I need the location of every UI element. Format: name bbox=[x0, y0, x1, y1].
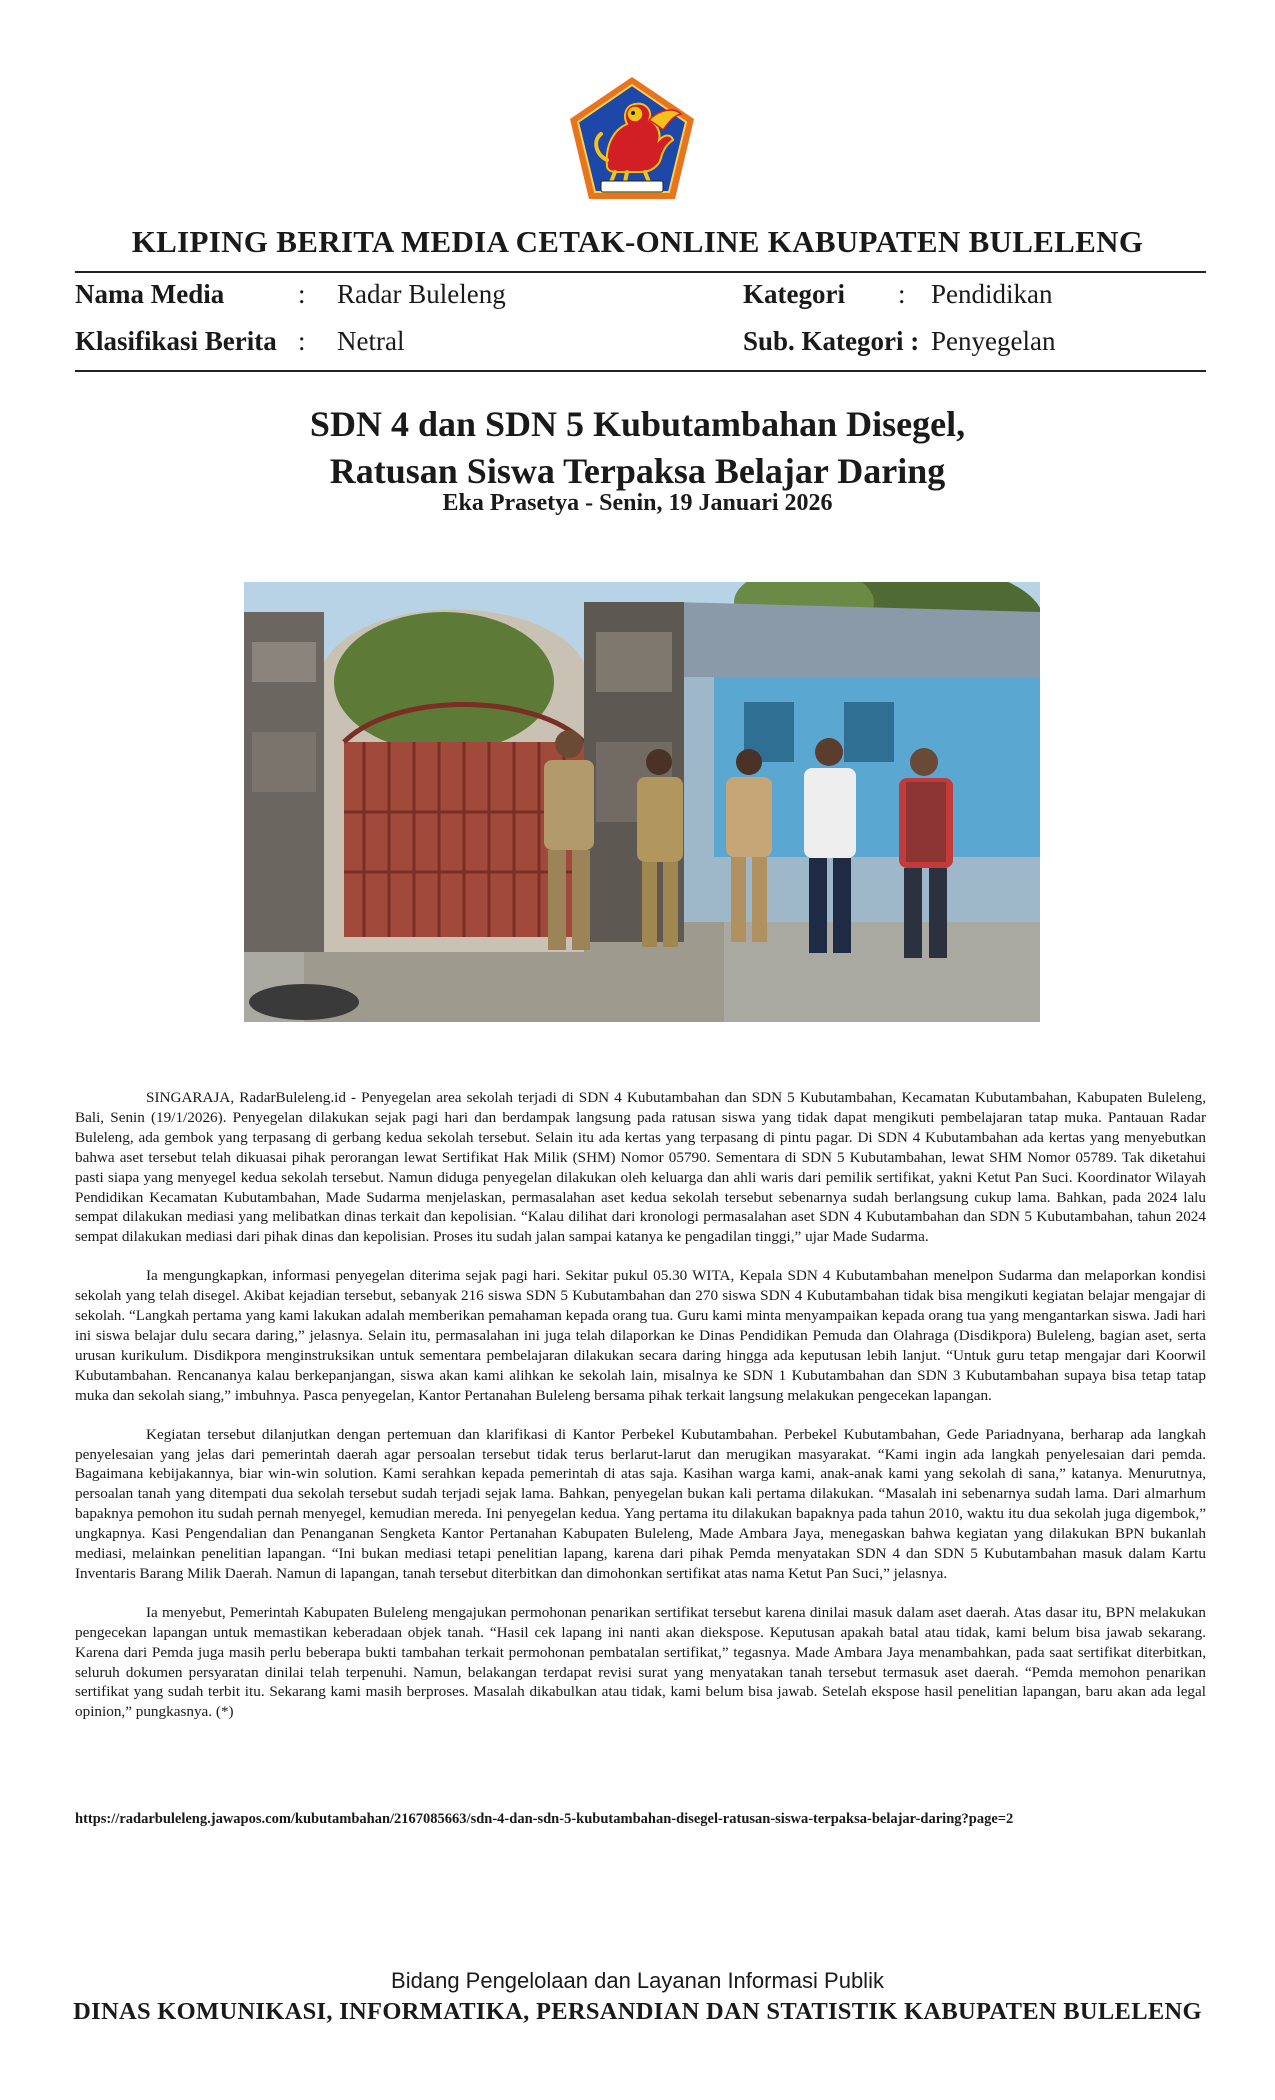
media-name-label: Nama Media bbox=[75, 279, 225, 309]
article-title-line2: Ratusan Siswa Terpaksa Belajar Daring bbox=[329, 451, 946, 491]
article-photo bbox=[244, 582, 1040, 1022]
subcategory-label: Sub. Kategori : bbox=[743, 326, 920, 356]
article-paragraph: Ia mengungkapkan, informasi penyegelan diterima sejak pagi hari. Sekitar pukul 05.30 WITA, Kepala SDN 4 Kubutambahan menelpon Sudarma dan melaporkan kondisi sekolah yang telah disegel. Akibat kejadian tersebut, sebanyak 216 siswa SDN 5 Kubutambahan dan 270 siswa SDN 4 Kubutambahan tidak bisa mengikuti kegiatan belajar mengajar di sekolah. “Langkah pertama yang kami lakukan adalah memberikan pemahaman kepada orang tua. Guru kami minta menyampaikan kepada orang tua yang mengantarkan siswa. Jadi hari ini siswa belajar dulu secara daring,” jelasnya. Selain itu, permasalahan ini juga telah dilaporkan ke Dinas Pendidikan Pemuda dan Olahraga (Disdikpora) Buleleng, bagian aset, serta urusan kurikulum. Disdikpora menginstruksikan untuk sementara pembelajaran dilakukan secara daring hingga ada keputusan lebih lanjut. “Untuk guru tetap mengajar dari Koorwil Kubutambahan. Rencananya kalau berkepanjangan, siswa akan kami alihkan ke sekolah lain, misalnya ke SDN 1 Kubutambahan dan SDN 3 Kubutambahan supaya bisa tetap tatap muka dan sekolah siang,” imbuhnya. Pasca penyegelan, Kantor Pertanahan Buleleng bersama pihak terkait langsung melakukan pengecekan lapangan. bbox=[75, 1267, 1206, 1404]
clipping-header-title: KLIPING BERITA MEDIA CETAK-ONLINE KABUPATEN BULELENG bbox=[131, 224, 1144, 259]
meta-row-classification bbox=[75, 326, 1206, 360]
article-paragraph: SINGARAJA, RadarBuleleng.id - Penyegelan area sekolah terjadi di SDN 4 Kubutambahan dan SDN 5 Kubutambahan, Kecamatan Kubutambahan, Kabupaten Buleleng, Bali, Senin (19/1/2026). Penyegelan dilakukan sejak pagi hari dan berdampak langsung pada ratusan siswa yang tidak dapat mengikuti pembelajaran tatap muka. Pantauan Radar Buleleng, ada gembok yang terpasang di gerbang kedua sekolah tersebut. Selain itu ada kertas yang terpasang di pintu pagar. Di SDN 4 Kubutambahan ada kertas yang menyebutkan bahwa aset tersebut telah dikuasai pihak perorangan lewat Sertifikat Hak Milik (SHM) Nomor 05790. Sementara di SDN 5 Kubutambahan, lewat SHM Nomor 05789. Tak diketahui pasti siapa yang menyegel kedua sekolah tersebut. Namun diduga penyegelan dilakukan oleh keluarga dan ahli waris dari pemilik sertifikat, yakni Ketut Pan Suci. Koordinator Wilayah Pendidikan Kecamatan Kubutambahan, Made Sudarma menjelaskan, permasalahan aset kedua sekolah tersebut sebenarnya sudah berlangsung cukup lama. Bahkan, pada 2024 lalu sempat dilakukan mediasi yang melibatkan dinas terkait dan kepolisian. “Kalau dilihat dari kronologi permasalahan aset SDN 4 Kubutambahan dan SDN 5 Kubutambahan, tahun 2024 sempat dilakukan mediasi dari pihak dinas dan kepolisian. Proses itu sudah jalan sampai katanya ke pengadilan tinggi,” ujar Made Sudarma. bbox=[75, 1089, 1206, 1246]
article-paragraph: Kegiatan tersebut dilanjutkan dengan pertemuan dan klarifikasi di Kantor Perbekel Kubutambahan. Perbekel Kubutambahan, Gede Pariadnyana, berharap ada langkah penyelesaian yang jelas dari pemerintah daerah agar persoalan tersebut tidak terus berlarut-larut dan merugikan masyarakat. “Kami ingin ada langkah penyelesaian dari pemda. Bagaimana kebijakannya, biar win-win solution. Kami serahkan kepada pemerintah di atas saja. Kasihan warga kami, anak-anak kami yang sekolah di sana,” katanya. Menurutnya, persoalan tanah yang ditempati dua sekolah tersebut sudah terjadi sejak lama. Bahkan, penyegelan bukan kali pertama dilakukan. “Masalah ini sebenarnya sudah lama. Dari almarhum bapaknya pemohon itu sudah pernah menyegel, kemudian mereda. Ini penyegelan kedua. Yang pertama itu dilakukan bapaknya pada tahun 2010, waktu itu dua sekolah juga digembok,” ungkapnya. Kasi Pengendalian dan Penanganan Sengketa Kantor Pertanahan Kabupaten Buleleng, Made Ambara Jaya, menegaskan bahwa kegiatan yang dilakukan BPN bukanlah mediasi, melainkan penelitian lapangan. “Ini bukan mediasi tetapi penelitian lapang, karena dari pihak Pemda menyatakan SDN 4 dan SDN 5 Kubutambahan masuk dalam Kartu Inventaris Barang Milik Daerah. Namun di lapangan, tanah tersebut diterbitkan dan dimohonkan sertifikat atas nama Ketut Pan Suci,” jelasnya. bbox=[75, 1425, 1206, 1582]
article-title-line1: SDN 4 dan SDN 5 Kubutambahan Disegel, bbox=[309, 404, 966, 444]
article-body bbox=[75, 1088, 1206, 1741]
media-name-colon: : bbox=[298, 279, 306, 309]
buleleng-crest-logo bbox=[565, 74, 699, 202]
article-byline: Eka Prasetya - Senin, 19 Januari 2026 bbox=[442, 490, 833, 516]
category-value: Pendidikan bbox=[931, 279, 1053, 309]
category-label: Kategori bbox=[743, 279, 845, 309]
media-name-value: Radar Buleleng bbox=[337, 279, 506, 309]
article-title bbox=[0, 401, 1275, 495]
meta-divider bbox=[75, 370, 1206, 372]
header-divider bbox=[75, 271, 1206, 273]
classification-value: Netral bbox=[337, 326, 405, 356]
subcategory-value: Penyegelan bbox=[931, 326, 1056, 356]
footer-agency: DINAS KOMUNIKASI, INFORMATIKA, PERSANDIAN DAN STATISTIK KABUPATEN BULELENG bbox=[73, 1998, 1202, 2025]
article-paragraph: Ia menyebut, Pemerintah Kabupaten Buleleng mengajukan permohonan penarikan sertifikat tersebut karena dinilai masuk dalam aset daerah. Atas dasar itu, BPN melakukan pengecekan lapangan untuk memastikan keberadaan objek tanah. “Hasil cek lapang ini nanti akan diekspose. Keputusan apakah batal atau tidak, kami belum bisa jawab sekarang. Karena dari Pemda juga masih perlu beberapa bukti tambahan terkait permohonan pembatalan sertifikat,” tegasnya. Made Ambara Jaya menambahkan, pada saat sertifikat diterbitkan, seluruh dokumen persyaratan dinilai telah terpenuhi. Namun, belakangan terdapat revisi surat yang menyatakan tanah tersebut termasuk aset daerah. “Pemda memohon penarikan sertifikat yang sudah terbit itu. Sekarang kami masih berproses. Masalah dikabulkan atau tidak, kami belum bisa jawab. Setelah ekspose hasil penelitian lapangan, baru akan ada legal opinion,” pungkasnya. (*) bbox=[75, 1603, 1206, 1721]
meta-row-media bbox=[75, 279, 1206, 313]
source-url-link[interactable]: https://radarbuleleng.jawapos.com/kubutambahan/2167085663/sdn-4-dan-sdn-5-kubutambahan-disegel-ratusan-siswa-terpaksa-belajar-daring?page=2 bbox=[75, 1811, 1014, 1827]
classification-colon: : bbox=[298, 326, 306, 356]
footer-department: Bidang Pengelolaan dan Layanan Informasi Publik bbox=[391, 1968, 884, 1993]
category-colon: : bbox=[898, 279, 906, 309]
classification-label: Klasifikasi Berita bbox=[75, 326, 277, 356]
